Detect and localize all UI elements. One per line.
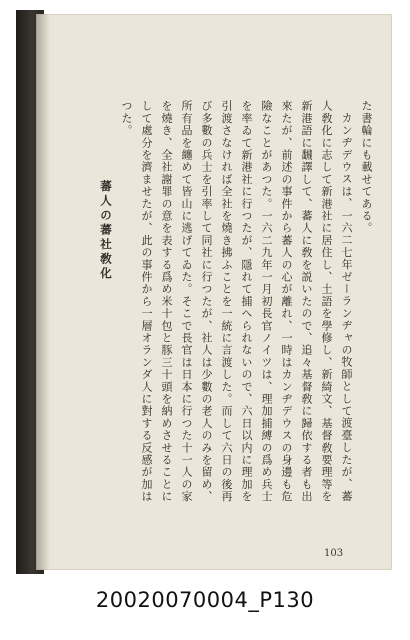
text-column: 新港語に飜譯して、蕃人に敎を説いたので、追々基督敎に歸依する者も出 <box>300 100 313 503</box>
text-column: 引渡さなければ全社を燒き拂ふことを一統に言渡した。而して六日の後再 <box>220 100 233 503</box>
text-column: た書輪にも載せてある。 <box>360 100 373 235</box>
text-column: つた。 <box>120 100 133 137</box>
text-column: して處分を濟ませたが、此の事件から一層オランダ人に對する反感が加は <box>140 100 153 503</box>
page-gutter-shadow <box>36 14 50 570</box>
page-number: 103 <box>324 548 344 559</box>
text-column: び多數の兵士を引率して同社に行つたが、社人は少數の老人のみを留め、 <box>200 100 213 503</box>
body-text <box>76 100 376 520</box>
image-caption: 20020070004_P130 <box>95 588 315 612</box>
text-column: 險なことがあつた。一六二九年一月初長官ノイツは、理加捕縛の爲め兵士 <box>260 100 273 503</box>
text-column: 人敎化に志して新港社に居住し、土語を學修し、新綺文、基督敎要理等を <box>320 100 333 503</box>
text-column: を燒き、全社謝罪の意を表する爲め米十包と豚三十頭を納めさせることに <box>160 100 173 503</box>
section-heading: 蕃人の蕃社敎化 <box>99 180 113 282</box>
text-column: カンヂデウスは、一六二七年ゼーランヂャの牧師として渡臺したが、蕃 <box>340 112 353 503</box>
text-column: 所有品を纏めて皆山に逃げてゐた。そこで長官は日本に行つた十一人の家 <box>180 100 193 503</box>
text-column: を率ゐて新港社に行つたが、隱れて捕へられないので、六日以内に理加を <box>240 100 253 503</box>
text-column: 來たが、前述の事件から蕃人の心が離れ、一時はカンヂデウスの身邊も危 <box>280 100 293 503</box>
